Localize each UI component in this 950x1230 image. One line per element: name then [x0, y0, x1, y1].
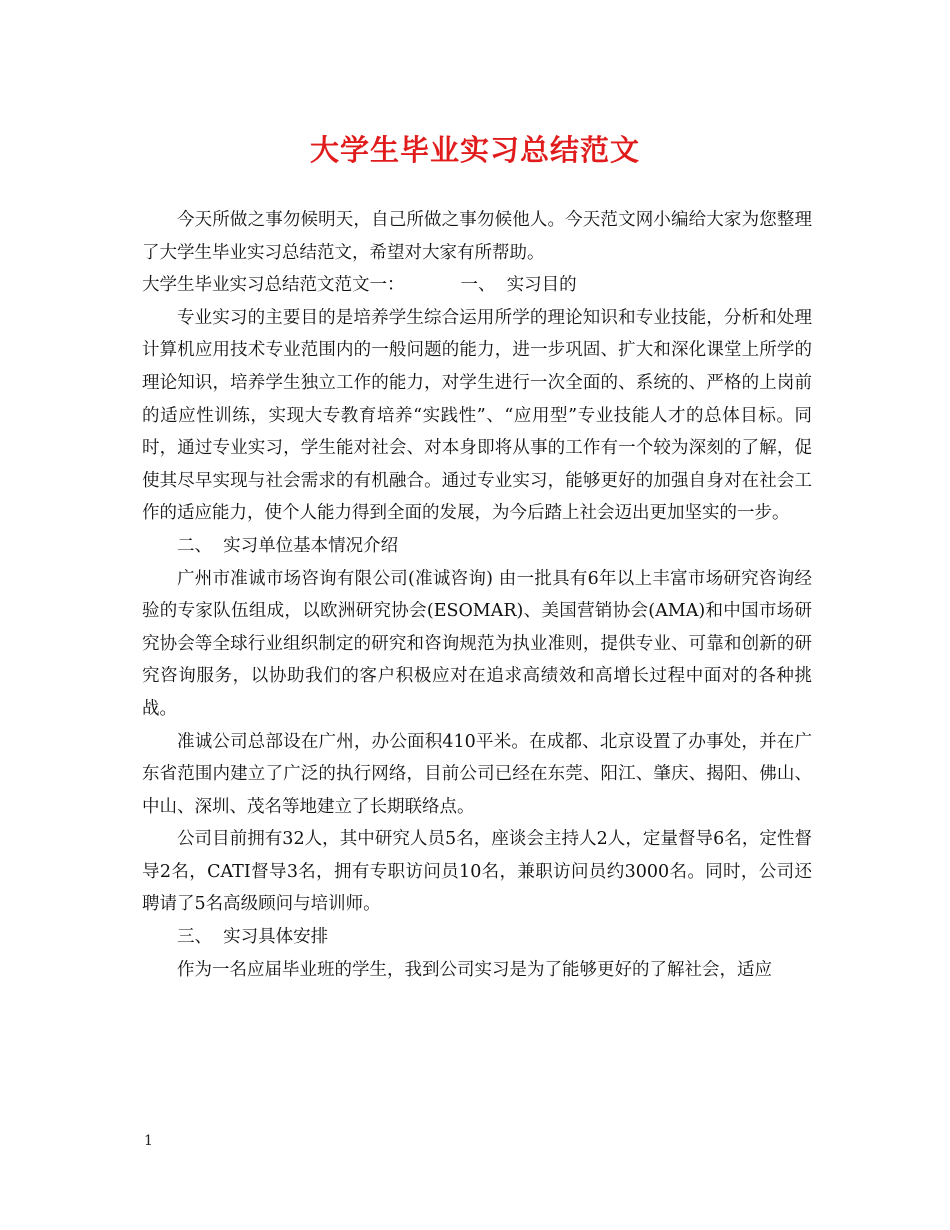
paragraph-company-staff: 公司目前拥有32人，其中研究人员5名，座谈会主持人2人，定量督导6名，定性督导2名，CATI督导3名，拥有专职访问员10名，兼职访问员约3000名。同时，公司还聘请了5名高级顾问与培训师。 [142, 829, 812, 915]
paragraph-purpose: 专业实习的主要目的是培养学生综合运用所学的理论知识和专业技能，分析和处理计算机应用技术专业范围内的一般问题的能力，进一步巩固、扩大和深化课堂上所学的理论知识，培养学生独立工作的能力，对学生进行一次全面的、系统的、严格的上岗前的适应性训练，实现大专教育培养“实践性”、“应用型”专业技能人才的总体目标。同时，通过专业实习，学生能对社会、对本身即将从事的工作有一个较为深刻的了解，促使其尽早实现与社会需求的有机融合。通过专业实习，能够更好的加强自身对在社会工作的适应能力，使个人能力得到全面的发展，为今后踏上社会迈出更加坚实的一步。 [142, 307, 812, 524]
section-heading-1: 一、 实习目的 [460, 275, 577, 296]
sample-heading: 大学生毕业实习总结范文范文一： [142, 275, 405, 296]
section-heading-2: 二、 实习单位基本情况介绍 [177, 535, 399, 556]
section-line [142, 269, 812, 302]
intro-paragraph: 今天所做之事勿候明天，自己所做之事勿候他人。今天范文网小编给大家为您整理了大学生毕业实习总结范文，希望对大家有所帮助。 [142, 210, 812, 263]
paragraph-arrangement: 作为一名应届毕业班的学生，我到公司实习是为了能够更好的了解社会，适应 [177, 959, 772, 980]
paragraph-company-intro: 广州市准诚市场咨询有限公司(准诚咨询) 由一批具有6年以上丰富市场研究咨询经验的专家队伍组成，以欧洲研究协会(ESOMAR)、美国营销协会(AMA)和中国市场研究协会等全球行业组织制定的研究和咨询规范为执业准则，提供专业、可靠和创新的研究咨询服务，以协助我们的客户积极应对在追求高绩效和高增长过程中面对的各种挑战。 [142, 568, 812, 719]
page-number: 1 [144, 1133, 153, 1149]
document-title: 大学生毕业实习总结范文 [309, 133, 640, 167]
paragraph-company-office: 准诚公司总部设在广州，办公面积410平米。在成都、北京设置了办事处，并在广东省范围内建立了广泛的执行网络，目前公司已经在东莞、阳江、肇庆、揭阳、佛山、中山、深圳、茂名等地建立了长期联络点。 [142, 731, 812, 817]
section-heading-3: 三、 实习具体安排 [177, 927, 329, 948]
document-body [142, 204, 812, 986]
